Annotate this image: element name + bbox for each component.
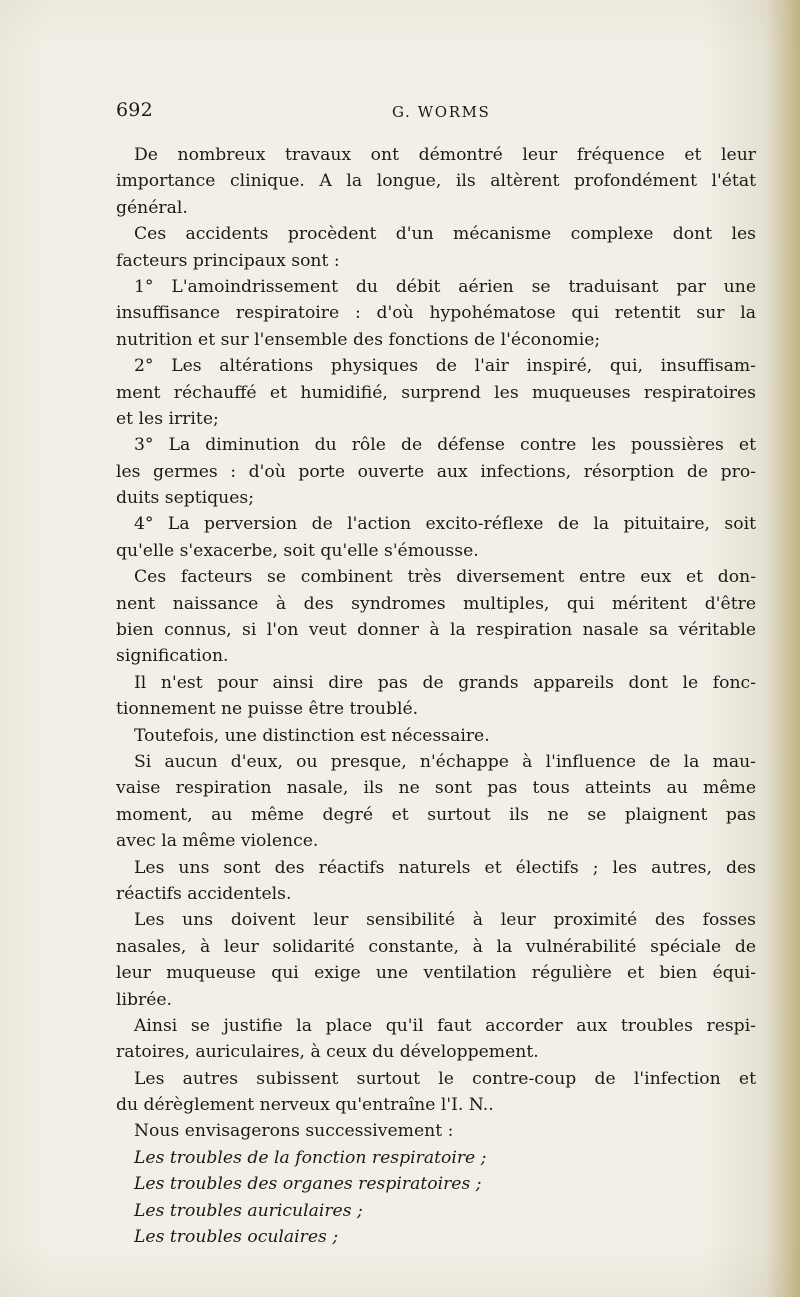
text-line: ment réchauffé et humidifié, surprend les muqueuses respiratoires — [116, 382, 756, 403]
text-line: librée. — [116, 989, 173, 1010]
text-line: avec la même violence. — [116, 831, 319, 852]
text-line: duits septiques; — [116, 488, 255, 509]
list-item-line: Les troubles auriculaires ; — [134, 1200, 363, 1221]
text-line: Ces accidents procèdent d'un mécanisme complexe dont les — [134, 224, 756, 245]
text-line: du dérèglement nerveux qu'entraîne l'I. N.. — [116, 1095, 494, 1116]
text-line: Les uns sont des réactifs naturels et électifs ; les autres, des — [134, 857, 756, 878]
text-line: ratoires, auriculaires, à ceux du développement. — [116, 1042, 539, 1063]
text-line: Toutefois, une distinction est nécessaire. — [134, 725, 490, 746]
text-line: les germes : d'où porte ouverte aux infections, résorption de pro- — [116, 461, 756, 482]
text-line: réactifs accidentels. — [116, 883, 292, 904]
text-line: général. — [116, 197, 188, 218]
running-head: G. WORMS — [392, 103, 491, 121]
list-item-line: Les troubles oculaires ; — [134, 1227, 339, 1248]
text-line: et les irrite; — [116, 408, 219, 429]
text-line: De nombreux travaux ont démontré leur fréquence et leur — [134, 145, 756, 165]
page-number: 692 — [116, 99, 153, 121]
text-line: 2° Les altérations physiques de l'air inspiré, qui, insuffisam- — [134, 356, 756, 377]
text-line: Les autres subissent surtout le contre-coup de l'infection et — [134, 1068, 756, 1089]
text-line: Si aucun d'eux, ou presque, n'échappe à l'influence de la mau- — [134, 751, 756, 772]
text-line: facteurs principaux sont : — [116, 250, 340, 271]
text-line: nutrition et sur l'ensemble des fonctions de l'économie; — [116, 329, 601, 350]
text-line: qu'elle s'exacerbe, soit qu'elle s'émousse. — [116, 540, 479, 561]
text-line: importance clinique. A la longue, ils altèrent profondément l'état — [116, 171, 756, 192]
text-line: signification. — [116, 646, 229, 667]
text-line: 3° La diminution du rôle de défense contre les poussières et — [134, 435, 756, 456]
list-item-line: Les troubles de la fonction respiratoire ; — [134, 1147, 487, 1168]
text-line: Ainsi se justifie la place qu'il faut accorder aux troubles respi- — [134, 1015, 756, 1036]
text-line: vaise respiration nasale, ils ne sont pas tous atteints au même — [116, 778, 756, 799]
text-line: 4° La perversion de l'action excito-réflexe de la pituitaire, soit — [134, 514, 756, 535]
text-line: nasales, à leur solidarité constante, à la vulnérabilité spéciale de — [116, 936, 756, 957]
text-line: Nous envisagerons successivement : — [134, 1121, 454, 1142]
text-line: leur muqueuse qui exige une ventilation régulière et bien équi- — [116, 963, 756, 984]
body-text — [116, 142, 756, 1250]
text-line: bien connus, si l'on veut donner à la respiration nasale sa véritable — [116, 620, 756, 641]
page-header — [0, 99, 800, 129]
list-item-line: Les troubles des organes respiratoires ; — [134, 1174, 482, 1195]
text-line: tionnement ne puisse être troublé. — [116, 699, 419, 720]
text-line: Les uns doivent leur sensibilité à leur proximité des fosses — [134, 910, 756, 931]
text-line: nent naissance à des syndromes multiples, qui méritent d'être — [116, 593, 756, 614]
text-line: insuffisance respiratoire : d'où hypohématose qui retentit sur la — [116, 303, 756, 324]
text-line: Ces facteurs se combinent très diversement entre eux et don- — [134, 567, 756, 588]
text-line: Il n'est pour ainsi dire pas de grands appareils dont le fonc- — [134, 672, 756, 693]
text-line: moment, au même degré et surtout ils ne se plaignent pas — [116, 804, 756, 825]
text-line: 1° L'amoindrissement du débit aérien se traduisant par une — [134, 276, 756, 297]
page-edge-shadow — [766, 0, 800, 1297]
